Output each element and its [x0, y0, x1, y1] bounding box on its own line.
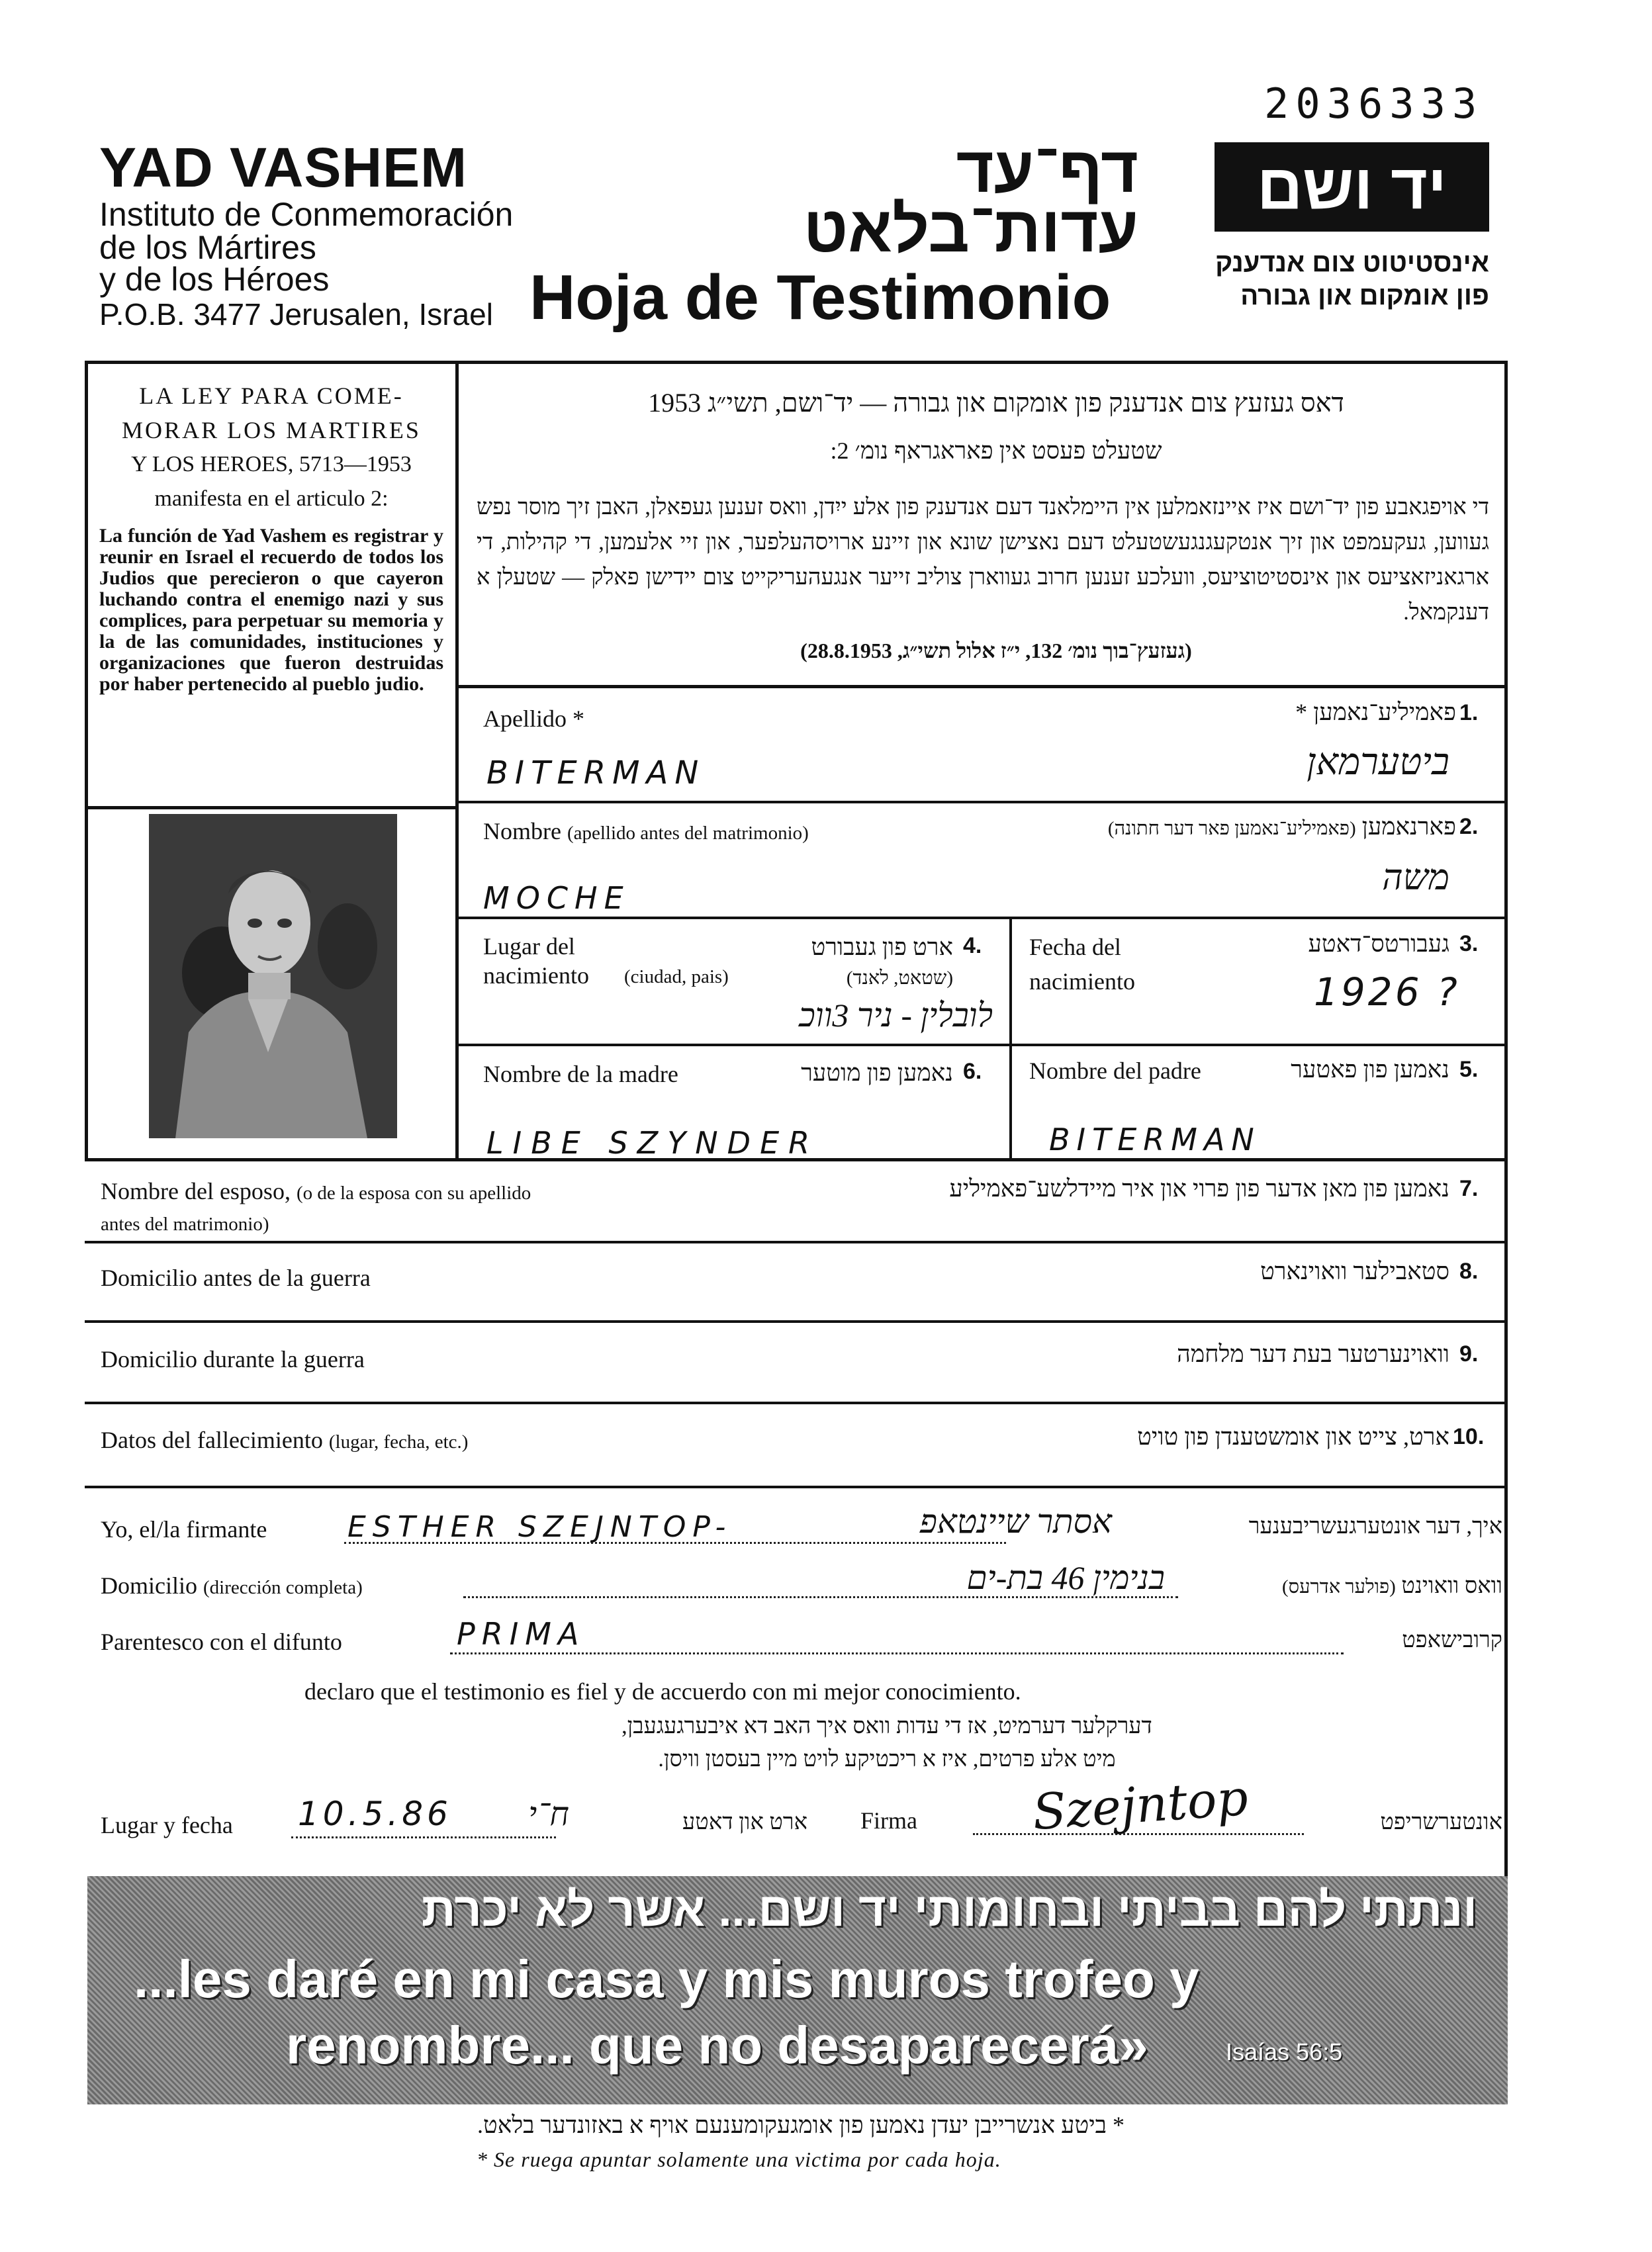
institute-line1: Instituto de Conmemoración: [99, 196, 514, 233]
yiddish-law-bottom: [455, 685, 1508, 688]
banner-spanish-2: renombre... que no desaparecerá»: [286, 2016, 1148, 2075]
field10-es-note: (lugar, fecha, etc.): [328, 1431, 469, 1453]
field2-es-text: Nombre: [483, 818, 561, 844]
law-box: [99, 379, 443, 695]
hebrew-title-1: דף־עד: [956, 133, 1138, 206]
domicile-label-text: Domicilio: [101, 1572, 197, 1599]
banner-spanish-1: ...les daré en mi casa y mis muros trofeo y: [134, 1950, 1199, 2008]
field10-es-text: Datos del fallecimiento: [101, 1427, 323, 1453]
field7-es-note: (o de la esposa con su apellido antes del matrimonio): [101, 1183, 531, 1235]
field10-bottom: [85, 1486, 1508, 1488]
field5-value[interactable]: BITERMAN: [1049, 1122, 1261, 1157]
law-box-bottom: [85, 806, 459, 809]
relation-label-yi: קרובישאפט: [1402, 1628, 1502, 1652]
top-border: [85, 361, 1508, 364]
yiddish-law-line2: שטעלט פעסט אין פאראגראף נומ׳ 2:: [830, 437, 1162, 464]
signature-label-yi: אונטערשריפט: [1380, 1810, 1502, 1834]
right-border: [1504, 361, 1508, 1876]
domicile-label-yi: [1178, 1574, 1502, 1599]
place-date-label-yi: ארט און דאטע: [682, 1810, 807, 1834]
field5-label-es: Nombre del padre: [1029, 1058, 1201, 1084]
field8-label-es: Domicilio antes de la guerra: [101, 1265, 371, 1291]
field1-value[interactable]: BITERMAN: [486, 754, 706, 791]
field1-value-he[interactable]: ביטערמאן: [1307, 742, 1449, 783]
field7-label-es: [101, 1177, 564, 1239]
footer-yiddish: * ביטע אנשרייבן יעדן נאמען פון אומגעקומענעם אויף א באזונדער בלאט.: [477, 2112, 1124, 2138]
field4-number: 4.: [963, 933, 982, 958]
field8-label-yi: סטאבילער וואוינארט: [1260, 1258, 1449, 1284]
banner-reference: Isaías 56:5: [1226, 2038, 1343, 2065]
field10-label-es: [101, 1426, 468, 1454]
yad-vashem-logo: [1215, 142, 1489, 232]
field4-yi-note: (שטאט, לאנד): [846, 968, 953, 989]
field5-label-yi: נאמען פון פאטער: [1291, 1056, 1449, 1083]
banner-hebrew: ונתתי להם בביתי ובחומותי יד ושם... אשר לא יכרת: [421, 1883, 1477, 1936]
field4-label-yi: ארט פון געבורט: [811, 934, 953, 960]
field9-label-es: Domicilio durante la guerra: [101, 1346, 365, 1373]
yiddish-law-body: די אויפגאבע פון יד־ושם איז איינזאמלען אין היימלאנד דעם אנדענק פון אלע ייִדן, וואס זענען געפאלן, האבן זיך מוסר נפש געווען, געקעמפט און זיך אנטקעגנגעשטעלט דעם נאצישן שונא און זיינע ארויסהעלפער, און זיי אלעמען, די קהילות, די ארגאניזאציעס און אינסטיטוציעס, וועלכע זענען חרוב געווארן צוליב זייער אנגעהעריקייט צום יידישן פאלק — שטעלן א דענקמאל.: [477, 495, 1489, 625]
field3-number: 3.: [1459, 931, 1479, 956]
yiddish-law-line1: דאס געזעץ צום אנדענק פון אומקום און גבורה — יד־ושם, תשי״ג 1953: [648, 388, 1344, 418]
signer-value-he[interactable]: אסתר שיינטאפ: [919, 1503, 1112, 1540]
declaration-yi-2: מיט אלע פרטים, איז א ריכטיקע לויט מיין בעסטן וויסן.: [658, 1747, 1116, 1772]
victim-photo: [149, 814, 397, 1138]
quote-banner: [87, 1876, 1508, 2104]
law-heading-1: LA LEY PARA COME-: [139, 383, 404, 409]
domicile-note: (dirección completa): [203, 1577, 363, 1598]
place-date-value-he[interactable]: ח־י: [528, 1795, 569, 1832]
signer-label-yi: איך, דער אונטערגעשריבענער: [1248, 1514, 1502, 1539]
footer-spanish: * Se ruega apuntar solamente una victima por cada hoja.: [477, 2147, 1001, 2171]
field4-label-es: Lugar del nacimiento: [483, 933, 589, 989]
field34-bottom: [455, 1044, 1508, 1046]
signature-label: Firma: [860, 1807, 917, 1834]
declaration-yi-1: דערקלער דערמיט, אז די עדות וואס איך האב דא איבערגעגעבן,: [621, 1714, 1152, 1738]
field4-es-note: (ciudad, pais): [624, 966, 729, 987]
domicile-yi-note: (פולער אדרעס): [1281, 1576, 1396, 1598]
field2-bottom: [455, 917, 1508, 919]
field2-es-note: (apellido antes del matrimonio): [567, 823, 809, 844]
field1-label-es: Apellido *: [483, 705, 584, 732]
left-border: [85, 361, 88, 1158]
law-heading-4: manifesta en el articulo 2:: [154, 486, 389, 511]
field8-bottom: [85, 1320, 1508, 1323]
field4-value-he[interactable]: לובלין - ניר 3ווכ: [799, 997, 993, 1034]
field10-label-yi: ארט, צייט און אומשטענדן פון טויט: [1137, 1423, 1449, 1450]
logo-text: יד ושם: [1257, 151, 1447, 222]
domicile-value-he[interactable]: בנימין 46 בת-ים: [966, 1559, 1165, 1596]
logo-subtitle-1: אינסטיטוט צום אנדענק: [1215, 248, 1489, 277]
field3-label-es: Fecha del nacimiento: [1029, 934, 1135, 995]
institute-line3: y de los Héroes: [99, 261, 330, 298]
hebrew-title-2: עדות־בלאט: [803, 193, 1138, 265]
signer-value[interactable]: ESTHER SZEJNTOP-: [347, 1510, 733, 1544]
domicile-label: [101, 1572, 363, 1599]
field7-bottom: [85, 1241, 1508, 1243]
field10-number: 10.: [1453, 1424, 1485, 1449]
field3-label-yi: געבורטס־דאטע: [1308, 930, 1449, 957]
field2-yi-note: (פאמיליע־נאמען פאר דער חתונה): [1107, 818, 1356, 839]
field-vertical-divider: [1009, 917, 1012, 1158]
field2-label-yi: [927, 813, 1456, 840]
law-heading-3: Y LOS HEROES, 5713—1953: [131, 452, 412, 476]
field1-bottom: [455, 801, 1508, 803]
relation-line: [450, 1652, 1344, 1654]
relation-label: Parentesco con el difunto: [101, 1629, 342, 1655]
relation-value[interactable]: PRIMA: [457, 1616, 586, 1652]
document-number: 2036333: [1264, 79, 1484, 128]
place-date-line: [291, 1836, 556, 1838]
org-name: YAD VASHEM: [99, 136, 468, 199]
field7-number: 7.: [1459, 1176, 1479, 1201]
field7-label-yi: נאמען פון מאן אדער פון פרוי און איר מיידלשע־פאמיליע: [949, 1175, 1449, 1202]
field1-yi-text: פאמיליע־נאמען *: [1295, 699, 1456, 725]
law-body: La función de Yad Vashem es registrar y reunir en Israel el recuerdo de todos los Judios que perecieron o que cayeron luchando contra el enemigo nazi y sus complices, para perpetuar su memoria y la de las comunidades, instituciones y organizaciones que fueron destruidas por haber pertenecido al pueblo judio.: [99, 525, 443, 695]
field2-number: 2.: [1459, 814, 1479, 839]
yiddish-law-citation: (געזעץ־בוך נומ׳ 132, י״ז אלול תשי״ג, 28.8.1953): [800, 639, 1192, 662]
photo-portrait-svg: [149, 814, 397, 1138]
domicile-yi-text: וואס וואוינט: [1401, 1574, 1502, 1598]
field6-number: 6.: [963, 1059, 982, 1084]
field3-value[interactable]: 1926 ?: [1314, 969, 1460, 1014]
field9-number: 9.: [1459, 1341, 1479, 1367]
declaration-es: declaro que el testimonio es fiel y de accuerdo con mi mejor conocimiento.: [304, 1678, 1021, 1705]
form-title: Hoja de Testimonio: [529, 262, 1111, 333]
field5-number: 5.: [1459, 1057, 1479, 1082]
field9-bottom: [85, 1402, 1508, 1404]
field6-label-es: Nombre de la madre: [483, 1061, 678, 1087]
field6-value[interactable]: LIBE SZYNDER: [486, 1125, 819, 1161]
field1-number: 1.: [1459, 700, 1479, 725]
place-date-label: Lugar y fecha: [101, 1812, 233, 1838]
field7-es-text: Nombre del esposo,: [101, 1178, 291, 1204]
field2-value[interactable]: MOCHE: [483, 880, 630, 916]
institute-line2: de los Mártires: [99, 229, 316, 266]
signature-value[interactable]: Szejntop: [1031, 1769, 1250, 1842]
law-heading-2: MORAR LOS MARTIRES: [122, 417, 421, 443]
address: P.O.B. 3477 Jerusalen, Israel: [99, 297, 493, 332]
field1-label-yi: [1059, 698, 1456, 726]
signer-label: Yo, el/la firmante: [101, 1516, 267, 1543]
field2-value-he[interactable]: משה: [1382, 858, 1449, 897]
logo-subtitle-2: פון אומקום און גבורה: [1240, 281, 1489, 310]
mid-vertical-border: [455, 364, 459, 1158]
field8-number: 8.: [1459, 1259, 1479, 1284]
field2-yi-text: פארנאמען: [1361, 813, 1456, 840]
field2-label-es: [483, 817, 809, 845]
field6-label-yi: נאמען פון מוטער: [801, 1059, 953, 1086]
place-date-value[interactable]: 10.5.86: [298, 1795, 452, 1833]
field9-label-yi: וואוינערטער בעת דער מלחמה: [1177, 1341, 1449, 1367]
